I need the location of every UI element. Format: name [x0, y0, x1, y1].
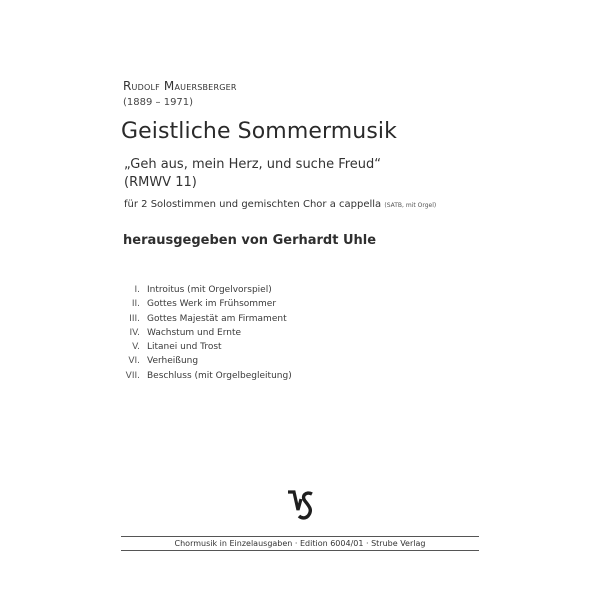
movement-number: III.: [129, 313, 140, 324]
footer-text: Chormusik in Einzelausgaben · Edition 6004/01 · Strube Verlag: [174, 539, 426, 548]
list-item: [110, 326, 292, 340]
scoring-text: für 2 Solostimmen und gemischten Chor a cappella: [124, 199, 382, 210]
movement-number: IV.: [129, 327, 140, 338]
publisher-logo-icon: [286, 488, 316, 522]
movement-name: Wachstum und Ernte: [147, 327, 242, 338]
composer-dates: (1889 – 1971): [123, 97, 194, 108]
footer-rule-bottom: [121, 550, 479, 551]
movement-name: Beschluss (mit Orgelbegleitung): [147, 370, 292, 381]
scoring-note: (SATB, mit Orgel): [384, 202, 437, 209]
movement-list: [110, 283, 292, 383]
catalog-number: (RMWV 11): [124, 175, 197, 190]
list-item: [110, 369, 292, 383]
work-title: Geistliche Sommermusik: [121, 119, 397, 144]
composer-name: Rudolf Mauersberger: [123, 79, 237, 93]
scoring-line: [124, 199, 436, 210]
movement-name: Verheißung: [147, 356, 199, 367]
movement-name: Introitus (mit Orgelvorspiel): [147, 285, 272, 295]
editor-credit: herausgegeben von Gerhardt Uhle: [123, 233, 377, 248]
list-item: [110, 312, 292, 326]
movement-number: VI.: [128, 356, 140, 367]
movement-number: V.: [132, 342, 140, 353]
movement-name: Litanei und Trost: [147, 342, 222, 353]
movement-number: I.: [134, 285, 140, 295]
list-item: [110, 283, 292, 297]
list-item: [110, 354, 292, 368]
movement-name: Gottes Werk im Frühsommer: [147, 299, 277, 310]
movement-number: VII.: [125, 370, 140, 381]
list-item: [110, 340, 292, 354]
movement-number: II.: [131, 299, 140, 310]
work-subtitle: „Geh aus, mein Herz, und suche Freud“: [124, 157, 382, 172]
movement-name: Gottes Majestät am Firmament: [147, 313, 287, 324]
list-item: [110, 297, 292, 311]
